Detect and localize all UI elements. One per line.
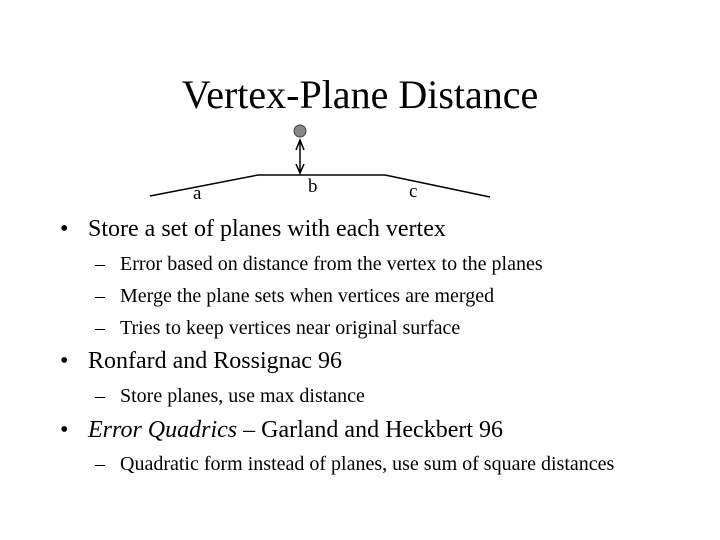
bullet-symbol: •	[60, 348, 69, 374]
bullet-ronfard-rossignac	[60, 346, 342, 376]
bullet-symbol: •	[60, 417, 69, 443]
plane-line-c	[385, 175, 490, 197]
plane-line-a	[150, 175, 258, 196]
bullet-text: Ronfard and Rossignac 96	[88, 348, 342, 374]
dash-symbol: –	[95, 385, 105, 407]
sub-bullet-text: Merge the plane sets when vertices are merged	[120, 285, 495, 307]
bullet-text: – Garland and Heckbert 96	[237, 417, 504, 443]
bullet-error-quadrics	[60, 415, 503, 445]
slide-title: Vertex-Plane Distance	[181, 72, 539, 117]
sub-bullet-keep-near-surface	[95, 316, 675, 340]
label-c: c	[409, 181, 418, 202]
sub-bullet-max-distance	[95, 384, 675, 408]
bullet-symbol: •	[60, 216, 69, 242]
dash-symbol: –	[95, 317, 105, 339]
sub-bullet-text: Store planes, use max distance	[120, 385, 365, 407]
sub-bullet-quadratic-form	[95, 452, 675, 476]
dash-symbol: –	[95, 285, 105, 307]
sub-bullet-text: Quadratic form instead of planes, use sum of square distances	[120, 453, 615, 475]
bullet-store-planes	[60, 214, 446, 244]
dash-symbol: –	[95, 453, 105, 475]
label-b: b	[308, 176, 318, 197]
vertex-plane-diagram	[0, 0, 720, 220]
sub-bullet-text: Error based on distance from the vertex to the planes	[120, 253, 543, 275]
dash-symbol: –	[95, 253, 105, 275]
sub-bullet-error-distance	[95, 252, 675, 276]
vertex-point	[294, 125, 306, 137]
bullet-emphasis: Error Quadrics	[88, 417, 238, 443]
bullet-text: Store a set of planes with each vertex	[88, 216, 446, 242]
sub-bullet-merge-planes	[95, 284, 675, 308]
sub-bullet-text: Tries to keep vertices near original surface	[120, 317, 461, 339]
label-a: a	[193, 183, 202, 204]
diagram-svg	[0, 0, 720, 220]
